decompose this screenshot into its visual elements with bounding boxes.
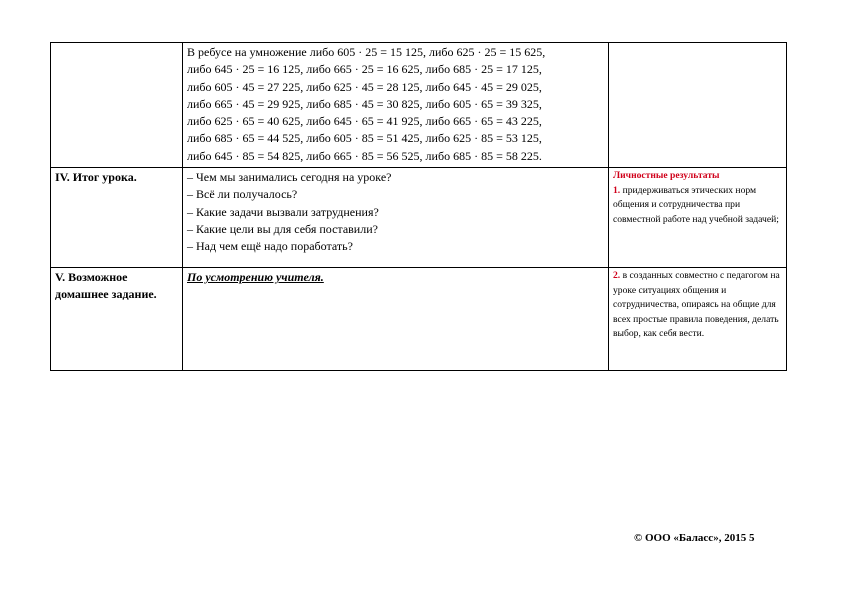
lesson-plan-table (50, 42, 787, 371)
question-item: – Какие задачи вызвали затруднения? (187, 204, 379, 219)
rebus-line: либо 665 · 45 = 29 925, либо 685 · 45 = 30 825, либо 605 · 65 = 39 325, (187, 96, 542, 111)
results-cell (609, 43, 787, 168)
rebus-line: либо 645 · 25 = 16 125, либо 665 · 25 = 16 625, либо 685 · 25 = 17 125, (187, 62, 542, 77)
result-number: 2. (613, 270, 621, 282)
result-number: 1. (613, 184, 621, 196)
rebus-line: либо 645 · 85 = 54 825, либо 665 · 85 = 56 525, либо 685 · 85 = 58 225. (187, 148, 542, 163)
table-row (51, 43, 787, 168)
results-cell (609, 168, 787, 268)
table-row (51, 268, 787, 371)
stage-cell: V. Возможное домашнее задание. (51, 268, 183, 371)
rebus-line: либо 625 · 65 = 40 625, либо 645 · 65 = 41 925, либо 665 · 65 = 43 225, (187, 114, 542, 129)
results-cell (609, 268, 787, 371)
results-heading: Личностные результаты (613, 170, 720, 182)
copyright-footer: © ООО «Баласс», 2015 5 (634, 532, 755, 544)
stage-cell: IV. Итог урока. (51, 168, 183, 268)
table-row (51, 168, 787, 268)
result-item (613, 184, 782, 228)
question-item: – Над чем ещё надо поработать? (187, 239, 353, 254)
question-item: – Какие цели вы для себя поставили? (187, 221, 378, 236)
question-item: – Чем мы занимались сегодня на уроке? (187, 170, 392, 185)
result-text: в созданных совместно с педагогом на уроке ситуациях общения и сотрудничества, опираясь на общие для всех простые правила поведения, делать выбор, как себя вести. (613, 270, 780, 340)
rebus-line: В ребусе на умножение либо 605 · 25 = 15 125, либо 625 · 25 = 15 625, (187, 45, 546, 59)
content-cell (183, 43, 609, 168)
rebus-line: либо 685 · 65 = 44 525, либо 605 · 85 = 51 425, либо 625 · 85 = 53 125, (187, 131, 542, 146)
question-item: – Всё ли получалось? (187, 187, 298, 202)
rebus-line: либо 605 · 45 = 27 225, либо 625 · 45 = 28 125, либо 645 · 45 = 29 025, (187, 79, 542, 94)
result-text: придерживаться этических норм общения и сотрудничества при совместной работе над учебной задачей; (613, 184, 779, 225)
stage-cell (51, 43, 183, 168)
result-item (613, 269, 782, 342)
content-cell (183, 268, 609, 371)
homework-text: По усмотрению учителя. (187, 270, 324, 285)
content-cell (183, 168, 609, 268)
